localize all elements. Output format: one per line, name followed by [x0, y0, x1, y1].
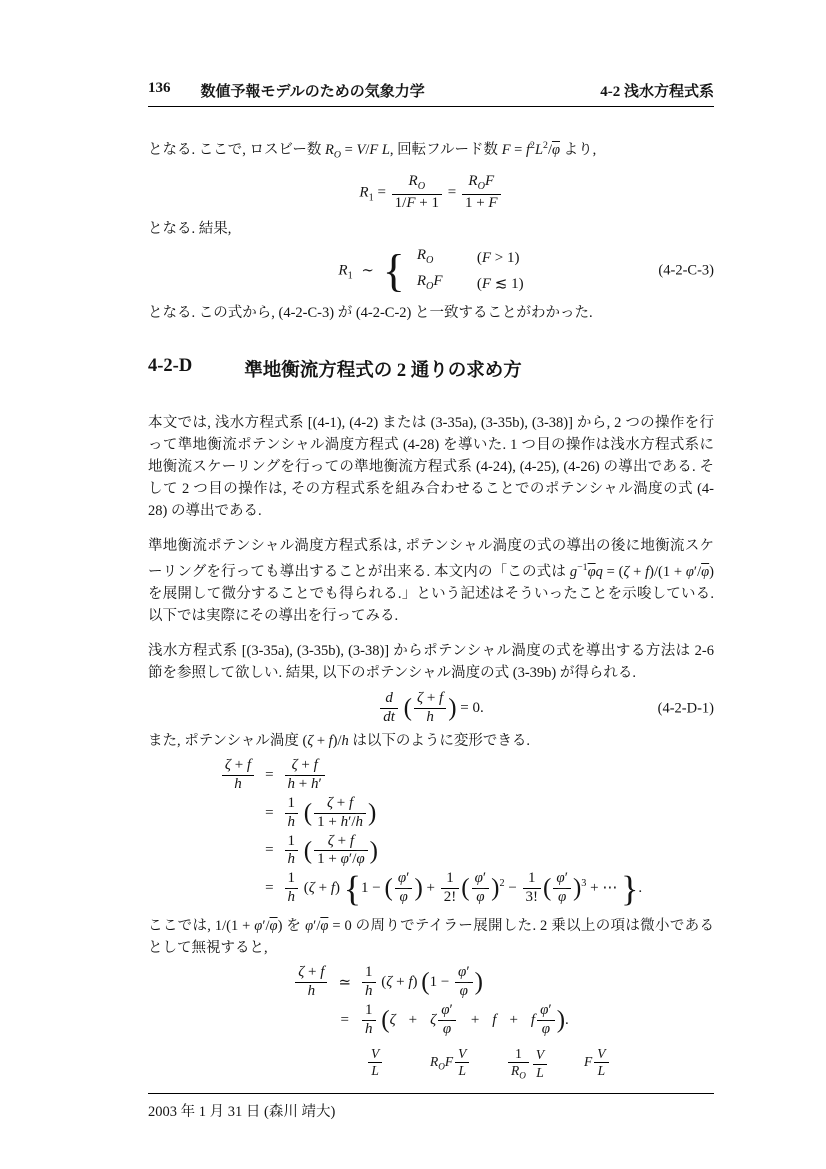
paragraph-rossby-intro: となる. ここで, ロスビー数 $R_O = V/F$ L, 回転フルード数 $F = f^2L^2/\overline{\varphi}$ より, [148, 140, 597, 161]
equation-label-4-2-D-1: (4-2-D-1) [657, 700, 714, 717]
paragraph-taylor: ここでは, $1/(1 + \varphi'/\overline{\varphi})$ を $\varphi'/\overline{\varphi} = 0$ の周りでテイラー展開した. 2 乗以上の項は微小であるとして無視すると, [148, 918, 714, 957]
deriv2-row1-lhs: $\frac{\zeta + f}{h}$ [293, 965, 329, 1000]
paragraph-main-3: 浅水方程式系 [(3-35a), (3-35b), (3-38)] からポテンシャル渦度の式を導出する方法は 2-6 節を参照して欲しい. 結果, 以下のポテンシャル渦度の式 (3-39b) が得られる. [148, 643, 714, 682]
deriv1-row1-rhs: $\frac{\zeta + f}{\overline{h} + h'}$ [283, 758, 643, 793]
paragraph-conclusion: となる. この式から, (4-2-C-3) が (4-2-C-2) と一致することがわかった. [148, 305, 593, 322]
deriv1-row4-lhs [220, 871, 256, 906]
equation-cases [148, 245, 714, 297]
section-title: 準地衡流方程式の 2 通りの求め方 [244, 361, 522, 382]
deriv1-row1-lhs: $\frac{\zeta + f}{h}$ [220, 758, 256, 793]
deriv1-row2-lhs [220, 796, 256, 831]
footer-date-author: 2003 年 1 月 31 日 (森川 靖大) [148, 1103, 336, 1120]
deriv2-row2-rhs: $\frac{1}{h}$ (ζ + ζ $\frac{\varphi'}{\varphi}$ + f + f $\frac{\varphi'}{\varphi}$ ). [360, 1003, 569, 1038]
section-number: 4-2-D [148, 356, 193, 377]
paragraph-transform: また, ポテンシャル渦度 (ζ + f)/h は以下のように変形できる. [148, 733, 531, 750]
deriv1-row3-lhs [220, 834, 256, 869]
deriv2-row2-rel: = [340, 1011, 349, 1028]
deriv1-row4-rhs: $\frac{1}{h}$ (ζ + f) {1 − ( $\frac{\varphi'}{\varphi}$ ) + $\frac{1}{2!}$ ( $\frac{\varphi'}{\varphi}$ )$^2$ − $\frac{1}{3!}$ ( $\frac{\varphi'}{\varphi}$ )$^3$ + ⋯ }. [283, 871, 643, 906]
magnitude-label-zeta: $\frac{V}{L}$ [366, 1047, 384, 1079]
deriv1-row2-rhs: $\frac{1}{h}$ ( $\frac{\zeta + f}{1 + h'/\overline{h}}$ ) [283, 796, 643, 831]
magnitude-labels-row [148, 1045, 714, 1081]
derivation2-row-2 [293, 1003, 569, 1038]
paragraph-main-1: 本文では, 浅水方程式系 [(4-1), (4-2) または (3-35a), (3-35b), (3-38)] から, 2 つの操作を行って準地衡流ポテンシャル渦度方程式 (4-28) を導いた. 1 つ目の操作は浅水方程式系に地衡流スケーリングを行っての準地衡流方程式系 (4-24), (4-25), (4-26) の導出である. そして 2 つ目の操作は, その方程式系を組み合わせることでのポテンシャル渦度の式 (4-28) の導出である. [148, 415, 714, 520]
section-heading [148, 356, 714, 382]
magnitude-label-zeta-phi: $R_OF$ $\frac{V}{L}$ [430, 1047, 471, 1079]
deriv1-row3-rhs: $\frac{1}{h}$ ( $\frac{\zeta + f}{1 + \varphi'/\overline{\varphi}}$ ) [283, 834, 643, 869]
equation-potential-vorticity [148, 691, 714, 726]
equation-pv-body: $\frac{d}{dt}$ ( $\frac{\zeta + f}{h}$ ) = 0. [378, 691, 484, 726]
equation-cases-body: $R_1$ ∼ { $R_O$ (F > 1) $R_OF$ (F ≲ 1) [338, 245, 524, 297]
magnitude-label-f-phi: F $\frac{V}{L}$ [584, 1047, 611, 1079]
derivation2-row-1 [293, 965, 569, 1000]
deriv1-row2-rel: = [265, 804, 274, 821]
derivation1-row-2 [220, 796, 642, 831]
equation-r1-body: $R_1$ = $\frac{R_O}{1/F + 1}$ = $R_OF$ 1 + F [359, 174, 502, 212]
deriv1-row4-rel: = [265, 880, 274, 897]
equation-label-4-2-C-3: (4-2-C-3) [658, 262, 714, 279]
derivation1-row-4 [220, 868, 643, 909]
page-content [148, 80, 714, 1121]
derivation1-row-3 [220, 834, 642, 869]
page-number: 136 [148, 80, 171, 96]
deriv2-row2-lhs [293, 1003, 329, 1038]
derivation-block-2 [293, 962, 569, 1041]
deriv1-row3-rel: = [265, 842, 274, 859]
equation-r1-ratio [148, 174, 714, 212]
page-footer [148, 1093, 714, 1121]
book-title: 数値予報モデルのための気象力学 [200, 84, 425, 100]
paragraph-main-2: 準地衡流ポテンシャル渦度方程式系は, ポテンシャル渦度の式の導出の後に地衡流スケーリングを行っても導出することが出来る. 本文内の「この式は $g^{-1}\overline{\varphi}q = (\zeta + f)/(1 + \varphi'/\overline{\varphi})$ を展開して微分することでも得られる.」という記述はそういったことを示唆している. 以下では実際にその導出を行ってみる. [148, 538, 714, 625]
deriv1-row1-rel: = [265, 766, 274, 783]
deriv2-row1-rhs: $\frac{1}{h}$ (ζ + f) (1 − $\frac{\varphi'}{\varphi}$ ) [360, 965, 569, 1000]
running-header [148, 80, 714, 107]
derivation1-row-1 [220, 758, 642, 793]
derivation-block-1 [220, 755, 642, 909]
magnitude-label-f: $\frac{1}{R_O}$ $\frac{V}{L}$ [506, 1047, 549, 1082]
paragraph-result: となる. 結果, [148, 221, 232, 238]
deriv2-row1-rel: ≃ [338, 975, 352, 992]
chapter-section-title: 4-2 浅水方程式系 [600, 84, 714, 100]
